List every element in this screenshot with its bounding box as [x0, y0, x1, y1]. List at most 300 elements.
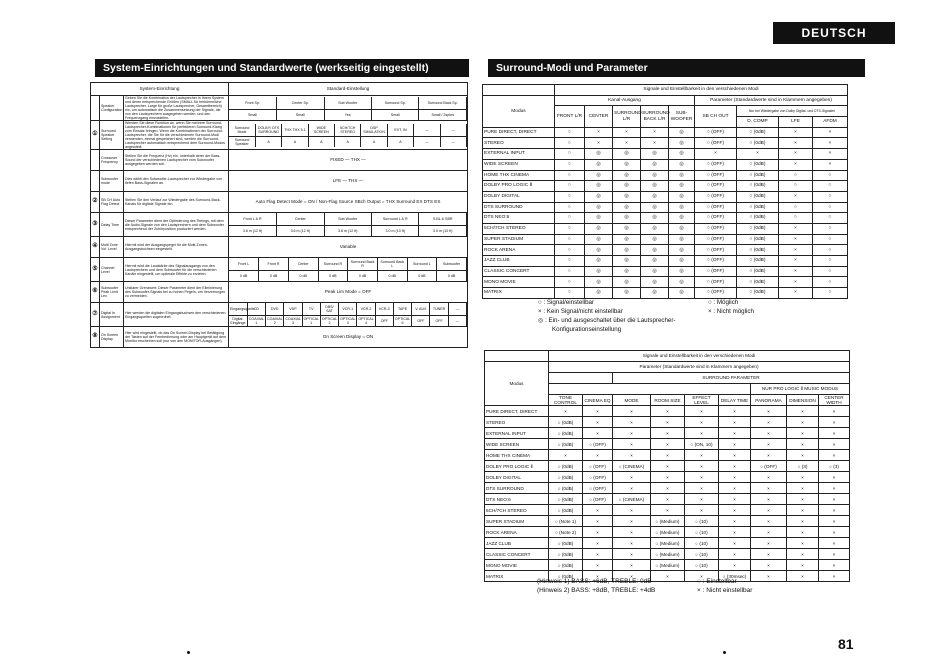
mode-name: PURE DIRECT, DIRECT — [483, 127, 555, 138]
mode-cell: ◎ — [613, 288, 641, 299]
param-cell: × — [719, 439, 751, 450]
grid-cell: CD — [247, 303, 265, 316]
param-cell: × — [719, 560, 751, 571]
mode-name: DTS SURROUND — [485, 483, 549, 494]
legend-item: × : Kein Signal/nicht einstellbar — [538, 308, 623, 315]
table-row — [483, 288, 848, 299]
setting-description: Dieser Parameter dient der Optimierung des Timings, mit dem die Audio-Signale von den Lautsprechern und dem Subwoofer entsprechend der Zuhörposition produziert werden. — [124, 213, 229, 237]
grid-cell: Front L — [229, 258, 259, 271]
language-badge: DEUTSCH — [773, 22, 895, 44]
column-header: ROOM SIZE — [651, 395, 685, 406]
param-cell: × — [613, 571, 651, 582]
mode-cell: ○ — [555, 159, 585, 170]
param-cell: × — [651, 417, 685, 428]
table-row — [483, 266, 848, 277]
mode-cell: × — [585, 138, 613, 149]
param-cell: ○ (CINEMA) — [613, 494, 651, 505]
grid-cell: WIDE SCREEN — [308, 124, 334, 137]
mode-cell: ○ — [813, 277, 848, 288]
mode-name: DOLBY PRO LOGIC Ⅱ — [485, 461, 549, 472]
param-cell: × — [651, 428, 685, 439]
mode-cell: ◎ — [585, 181, 613, 192]
mode-cell: × — [779, 266, 813, 277]
param-cell: × — [651, 472, 685, 483]
mode-cell: × — [779, 138, 813, 149]
mode-name: WIDE SCREEN — [485, 439, 549, 450]
grid-cell: Surround L — [407, 258, 437, 271]
setting-default: LFE — THX — — [229, 171, 468, 192]
param-cell: × — [613, 439, 651, 450]
mode-cell: ◎ — [641, 202, 669, 213]
param-header: Parameter (Standardwerte sind in Klammern angegeben) — [549, 362, 850, 373]
mode-cell: ○ (OFF) — [695, 159, 737, 170]
param-cell: × — [613, 549, 651, 560]
mode-name: DOLBY PRO LOGIC Ⅱ — [483, 181, 555, 192]
param-cell: ○ (Note 1) — [549, 516, 583, 527]
grid-cell: TV — [302, 303, 320, 316]
param-cell: ○ (0dB) — [549, 439, 583, 450]
grid-cell: DOLBY/ DTS SURROUND — [255, 124, 281, 137]
param-cell: × — [685, 571, 719, 582]
table-row — [485, 538, 850, 549]
mode-cell: ○ — [813, 288, 848, 299]
param-cell: × — [685, 461, 719, 472]
legend-item: ○ : Möglich — [708, 299, 739, 306]
mode-cell: ○ — [555, 223, 585, 234]
param-cell: × — [819, 527, 850, 538]
surround-parameter-table — [484, 350, 850, 582]
grid-cell: VCR-1 — [339, 303, 357, 316]
mode-cell: × — [779, 223, 813, 234]
grid-cell: OFF — [375, 316, 393, 327]
grid-row — [229, 226, 466, 237]
grid-cell: A — [387, 136, 413, 147]
mode-cell: ○ — [813, 213, 848, 224]
param-cell: ○ (Medium) — [651, 560, 685, 571]
param-cell: × — [583, 571, 613, 582]
kanal-header: Kanal-Ausgang — [555, 95, 695, 106]
grid-cell: 3.0 m (10 ft) — [419, 226, 467, 237]
mode-cell: ◎ — [669, 234, 695, 245]
grid-cell: 0 dB — [229, 271, 259, 282]
column-header: DIMENSION — [787, 395, 819, 406]
mode-cell: ○ — [555, 149, 585, 160]
setting-default — [229, 96, 468, 121]
setting-description: Hier wird eingestellt, ob das On Screen-Display bei Betätigung der Tasten auf der Fernbedienung oder am Hauptgerät auf dem Monitor erscheinen soll (nur von den MONITOR-Ausgängen). — [124, 327, 229, 348]
grid-cell: — — [414, 124, 440, 137]
mode-cell: ◎ — [669, 213, 695, 224]
grid-cell: OFF — [412, 316, 430, 327]
param-cell: × — [787, 417, 819, 428]
mode-cell: ◎ — [585, 149, 613, 160]
table-gap — [549, 384, 751, 395]
row-number: ③ — [91, 213, 100, 237]
mode-cell: ◎ — [669, 256, 695, 267]
mode-cell: ○ — [555, 202, 585, 213]
column-header: CENTER — [585, 106, 613, 127]
param-cell: × — [787, 571, 819, 582]
param-cell: ○ (OFF) — [751, 461, 787, 472]
mode-cell: ○ (0dB) — [737, 213, 779, 224]
mode-cell: ○ (OFF) — [695, 277, 737, 288]
param-cell: × — [719, 527, 751, 538]
param-cell: × — [583, 549, 613, 560]
surround-mode-table — [482, 84, 848, 299]
grid-cell: COAXIAL 3 — [285, 317, 301, 325]
mode-cell: × — [737, 149, 779, 160]
mode-cell: ◎ — [585, 202, 613, 213]
param-cell: × — [787, 505, 819, 516]
mode-cell: ◎ — [585, 288, 613, 299]
mode-cell: ◎ — [585, 256, 613, 267]
grid-row — [229, 136, 466, 147]
mode-cell: ○ (0dB) — [737, 191, 779, 202]
mode-cell: ◎ — [641, 245, 669, 256]
param-cell: × — [685, 505, 719, 516]
mode-cell: ○ (0dB) — [737, 202, 779, 213]
param-cell: ○ (0dB) — [549, 549, 583, 560]
mode-cell: ◎ — [585, 159, 613, 170]
grid-row — [229, 124, 466, 137]
table-header: Signale und Einstellbarkeit in den verschiedenen Modi — [555, 85, 848, 96]
param-cell: ○ (0dB) — [549, 472, 583, 483]
param-cell: × — [613, 406, 651, 417]
setting-default: Variable — [229, 237, 468, 258]
mode-cell: × — [813, 138, 848, 149]
mode-cell: ○ — [555, 277, 585, 288]
mode-cell: ○ (0dB) — [737, 234, 779, 245]
setting-description: Stellen Sie die Frequenz (Hz) ein, unterhalb derer der Bass-Sound der verschiedenen Lautsprecher vom Subwoofer ausgegeben werden soll. — [124, 150, 229, 171]
grid-cell: Surround Back L — [377, 258, 407, 271]
setting-default — [229, 121, 468, 150]
mode-cell: ○ (OFF) — [695, 170, 737, 181]
modus-header: Modus — [485, 362, 549, 406]
grid-row — [229, 97, 466, 110]
param-cell: × — [819, 439, 850, 450]
mode-cell: ○ (OFF) — [695, 223, 737, 234]
bullet-dot — [723, 651, 726, 654]
setting-default — [229, 303, 468, 327]
param-cell: × — [651, 439, 685, 450]
param-cell: × — [751, 406, 787, 417]
mode-name: MONO MOVIE — [483, 277, 555, 288]
grid-cell: Small — [277, 109, 324, 120]
grid-cell: 0 dB — [437, 271, 467, 282]
mode-cell: × — [779, 234, 813, 245]
table-row — [483, 213, 848, 224]
table-row — [91, 327, 468, 348]
param-cell: × — [751, 505, 787, 516]
mode-cell: ○ (0dB) — [737, 245, 779, 256]
setting-description: Dies wählt den Subwoofer-Lautsprecher zur Wiedergabe von tiefen Bass-Signalen an. — [124, 171, 229, 192]
grid-cell: A — [361, 136, 387, 147]
setting-default: FIXED — THX — — [229, 150, 468, 171]
legend-item: Konfigurationseinstellung — [552, 326, 622, 333]
bullet-dot — [187, 651, 190, 654]
param-cell: ○ (OFF) — [583, 494, 613, 505]
mode-cell: ○ — [555, 138, 585, 149]
grid-cell: Front R — [259, 258, 289, 271]
legend-item: ◎ : Ein- und ausgeschaltet über die Lautsprecher- — [538, 317, 676, 324]
setting-name: Surround Speaker Setting — [100, 121, 124, 150]
notes — [537, 577, 857, 595]
grid-cell: — — [448, 316, 466, 327]
mode-cell: ○ — [813, 170, 848, 181]
param-cell: ○ (10) — [685, 527, 719, 538]
mode-cell: ○ — [555, 191, 585, 202]
mode-cell: ◎ — [613, 213, 641, 224]
mode-name: HOME THX CINEMA — [483, 170, 555, 181]
table-row — [485, 439, 850, 450]
param-cell: × — [685, 450, 719, 461]
param-cell: × — [583, 450, 613, 461]
setting-default: Peak Lim Mode = OFF — [229, 282, 468, 303]
setting-default: On Screen Display = ON — [229, 327, 468, 348]
param-cell: × — [751, 439, 787, 450]
column-header: EFFECT LEVEL — [685, 395, 719, 406]
param-cell: × — [613, 505, 651, 516]
mode-cell: ◎ — [669, 223, 695, 234]
param-cell: ○ (OFF) — [583, 472, 613, 483]
grid-cell: V. AUX — [412, 303, 430, 316]
param-cell: × — [751, 494, 787, 505]
mode-name: MATRIX — [483, 288, 555, 299]
mode-name: EXTERNAL INPUT — [485, 428, 549, 439]
param-cell: × — [685, 417, 719, 428]
grid-cell: Surround Speaker — [229, 136, 255, 147]
grid-cell: 0 dB — [318, 271, 348, 282]
mode-name: JAZZ CLUB — [485, 538, 549, 549]
param-cell: × — [751, 560, 787, 571]
grid-cell: Subwoofer — [437, 258, 467, 271]
table-row — [91, 282, 468, 303]
param-cell: × — [583, 417, 613, 428]
mode-cell: ○ (0dB) — [737, 277, 779, 288]
table-row — [485, 560, 850, 571]
column-header: SB CH OUT — [695, 106, 737, 127]
param-cell: × — [787, 439, 819, 450]
mode-cell: ○ (0dB) — [737, 127, 779, 138]
param-cell: ○ (10) — [685, 516, 719, 527]
setting-name: Delay Time — [100, 213, 124, 237]
table-row — [483, 159, 848, 170]
grid-cell: OPTICAL 3 — [340, 317, 356, 325]
table-row — [483, 191, 848, 202]
row-number — [91, 150, 100, 171]
grid-cell: A — [335, 136, 361, 147]
mode-cell: ◎ — [585, 213, 613, 224]
mode-cell: ○ (OFF) — [695, 256, 737, 267]
mode-cell: ○ (0dB) — [737, 266, 779, 277]
param-cell: × — [819, 483, 850, 494]
mode-name: STEREO — [483, 138, 555, 149]
grid-cell: TUNER — [430, 303, 448, 316]
grid-cell: Small / 2spkrs — [419, 109, 467, 120]
mode-cell: ○ (OFF) — [695, 127, 737, 138]
mode-cell: × — [813, 159, 848, 170]
param-cell: ○ (0dB) — [549, 571, 583, 582]
mode-cell: ◎ — [585, 191, 613, 202]
table-row — [483, 256, 848, 267]
grid-cell: — — [440, 124, 466, 137]
note-2: (Hinweis 2) BASS: +8dB, TREBLE: +4dB — [537, 587, 656, 594]
mode-cell: × — [779, 277, 813, 288]
param-cell: ○ (3) — [819, 461, 850, 472]
system-settings-title: System-Einrichtungen und Standardwerte (werkseitig eingestellt) — [95, 59, 469, 77]
setting-name: Subwoofer mode — [100, 171, 124, 192]
param-cell: × — [787, 428, 819, 439]
param-cell: × — [685, 406, 719, 417]
table-row — [483, 149, 848, 160]
mode-cell: ○ — [555, 245, 585, 256]
mode-cell: ◎ — [669, 170, 695, 181]
mode-cell: ◎ — [641, 191, 669, 202]
mode-cell: ○ — [779, 213, 813, 224]
param-cell: × — [751, 538, 787, 549]
param-cell: × — [719, 450, 751, 461]
param-cell: × — [787, 406, 819, 417]
grid-cell: Front L & R — [229, 213, 276, 226]
mode-name: DTS NEO:6 — [485, 494, 549, 505]
table-row — [485, 505, 850, 516]
param-cell: × — [583, 560, 613, 571]
mode-cell: ◎ — [613, 170, 641, 181]
param-cell: × — [719, 538, 751, 549]
column-header: FRONT L/R — [555, 106, 585, 127]
param-cell: ○ (ON, 10) — [685, 439, 719, 450]
param-cell: ○ (Medium) — [651, 516, 685, 527]
mode-cell: ○ — [813, 202, 848, 213]
table-row — [485, 549, 850, 560]
note-legend: × : Nicht einstellbar — [697, 587, 753, 594]
mode-cell: ◎ — [585, 170, 613, 181]
setting-default: Auto Flag Detect Mode = ON / Non-Flag Source SBch Output = THX Surround EX DTS ES — [229, 192, 468, 213]
table-row — [483, 234, 848, 245]
note-legend: ○ : Einstellbar — [697, 578, 737, 585]
grid-cell: Sub Woofer — [324, 97, 371, 110]
param-cell: ○ (0dB) — [549, 461, 583, 472]
table-row — [485, 417, 850, 428]
mode-cell: ◎ — [585, 277, 613, 288]
param-cell: × — [583, 516, 613, 527]
param-cell: × — [787, 560, 819, 571]
table-row — [485, 450, 850, 461]
mode-cell: ◎ — [613, 256, 641, 267]
param-cell: × — [549, 406, 583, 417]
setting-name: Digital In Assignment — [100, 303, 124, 327]
setting-grid — [229, 303, 467, 326]
mode-cell: ○ (OFF) — [695, 202, 737, 213]
row-number: ⑧ — [91, 327, 100, 348]
mode-name: PURE DIRECT, DIRECT — [485, 406, 549, 417]
mode-cell: ○ — [813, 181, 848, 192]
mode-name: EXTERNAL INPUT — [483, 149, 555, 160]
grid-cell: THX THX 5.1 — [282, 124, 308, 137]
param-cell: × — [651, 494, 685, 505]
grid-cell: DBS/ SAT — [320, 303, 338, 316]
grid-cell: A — [308, 136, 334, 147]
mode-cell: ○ — [813, 256, 848, 267]
param-cell: × — [751, 450, 787, 461]
row-number: ⑤ — [91, 258, 100, 282]
table-header: System-Einrichtung — [91, 83, 229, 96]
param-cell: × — [719, 472, 751, 483]
param-cell: × — [719, 505, 751, 516]
param-cell: × — [787, 472, 819, 483]
grid-row — [229, 258, 466, 271]
column-header: MODE — [613, 395, 651, 406]
param-subheader: Nur bei Wiedergabe von Dolby Digital- und DTS-Signalen — [737, 106, 848, 117]
grid-cell: VDP — [284, 303, 302, 316]
mode-cell: ◎ — [641, 277, 669, 288]
param-cell: × — [787, 483, 819, 494]
param-cell: × — [613, 472, 651, 483]
mode-cell: ○ (0dB) — [737, 170, 779, 181]
mode-cell: ○ (0dB) — [737, 223, 779, 234]
param-cell: × — [787, 516, 819, 527]
surround-param-header: SURROUND PARAMETER — [613, 373, 850, 384]
mode-cell: ◎ — [613, 159, 641, 170]
grid-row — [229, 316, 466, 327]
table-header: Standard-Einstellung — [229, 83, 468, 96]
mode-cell: × — [613, 127, 641, 138]
mode-cell: × — [779, 288, 813, 299]
mode-cell: ◎ — [641, 223, 669, 234]
mode-cell: ◎ — [641, 170, 669, 181]
setting-name: Crossover Frequency — [100, 150, 124, 171]
grid-row — [229, 109, 466, 120]
param-cell: × — [751, 527, 787, 538]
mode-cell: ◎ — [641, 256, 669, 267]
grid-cell: OPTICAL 2 — [321, 317, 338, 325]
table-row — [485, 472, 850, 483]
mode-cell: ○ — [555, 127, 585, 138]
mode-cell: ◎ — [585, 245, 613, 256]
grid-cell: 3.0 m (10 ft) — [371, 226, 418, 237]
grid-cell: Small — [371, 109, 418, 120]
mode-name: CLASSIC CONCERT — [485, 549, 549, 560]
param-cell: × — [719, 494, 751, 505]
param-cell: × — [819, 450, 850, 461]
mode-cell: ○ — [813, 234, 848, 245]
grid-cell: EXT. IN — [387, 124, 413, 137]
param-cell: × — [819, 538, 850, 549]
grid-cell: — — [440, 136, 466, 147]
mode-cell: ○ — [813, 223, 848, 234]
mode-cell: ◎ — [585, 234, 613, 245]
table-row — [485, 428, 850, 439]
setting-grid — [229, 258, 467, 281]
mode-cell: ◎ — [585, 223, 613, 234]
mode-cell: × — [641, 127, 669, 138]
param-cell: × — [819, 505, 850, 516]
param-cell: × — [819, 428, 850, 439]
row-number — [91, 96, 100, 121]
column-header: CENTER WIDTH — [819, 395, 850, 406]
mode-cell: ◎ — [585, 266, 613, 277]
grid-cell: 0 dB — [259, 271, 289, 282]
param-cell: × — [719, 406, 751, 417]
mode-cell: ○ — [555, 213, 585, 224]
param-cell: ○ (Note 2) — [549, 527, 583, 538]
mode-cell: ◎ — [641, 234, 669, 245]
column-header: D. COMP — [737, 117, 779, 128]
param-cell: × — [613, 516, 651, 527]
mode-cell: ○ (OFF) — [695, 181, 737, 192]
table-row — [483, 202, 848, 213]
param-cell: × — [583, 505, 613, 516]
param-cell: × — [787, 538, 819, 549]
